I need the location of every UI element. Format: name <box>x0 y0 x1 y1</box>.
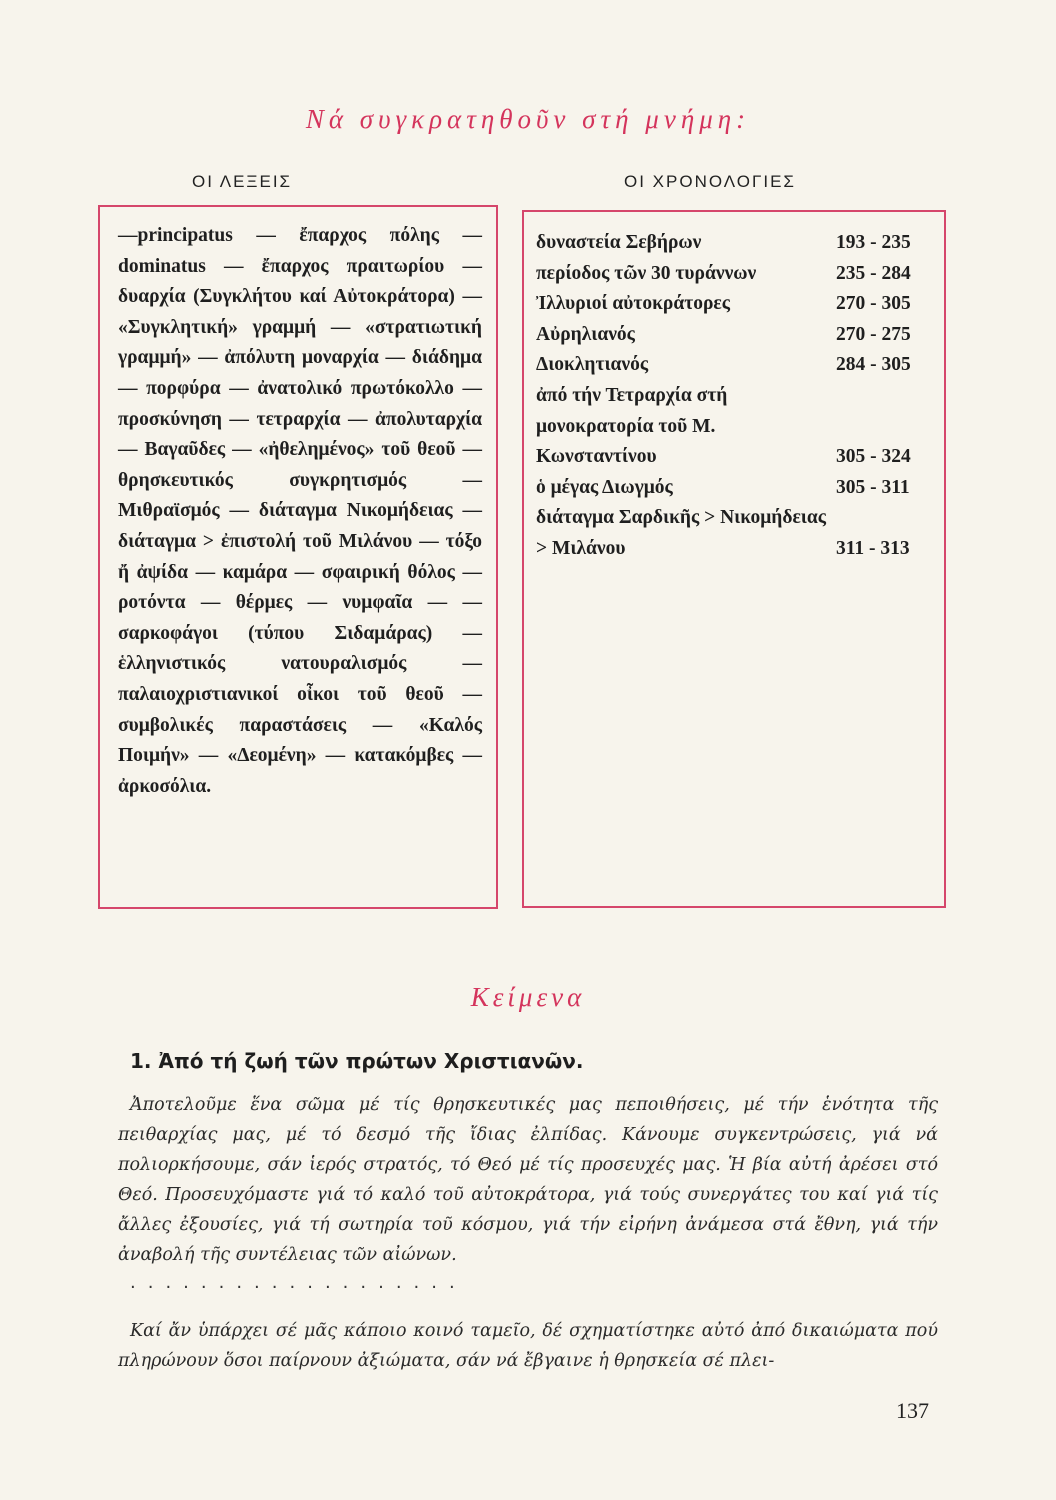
date-years: 193 - 235 <box>836 232 911 253</box>
dates-box <box>522 210 946 908</box>
paragraph-1: Ἀποτελοῦμε ἕνα σῶμα μέ τίς θρησκευτικές μας πεποιθήσεις, μέ τήν ἑνότητα τῆς πειθαρχίας μας, μέ τό δεσμό τῆς ἴδιας ἐλπίδας. Κάνουμε συγκεντρώσεις, γιά νά πολιορκήσουμε, σάν ἱερός στρατός, τό Θεό μέ τίς προσευχές μας. Ἡ βία αὐτή ἀρέσει στό Θεό. Προσευχόμαστε γιά τό καλό τοῦ αὐτοκράτορα, γιά τούς συνεργάτες του καί γιά τίς ἄλλες ἐξουσίες, γιά τή σωτηρία τοῦ κόσμου, γιά τήν εἰρήνη ἀνάμεσα στά ἔθνη, γιά τήν ἀναβολή τῆς συντέλειας τῶν αἰώνων. <box>118 1095 938 1265</box>
page-heading: Νά συγκρατηθοῦν στή μνήμη: <box>305 104 751 134</box>
date-years: 284 - 305 <box>836 354 911 376</box>
date-years: 270 - 275 <box>836 323 911 345</box>
date-years: 270 - 305 <box>836 293 911 315</box>
section-title: Κείμενα <box>470 982 586 1012</box>
page-number: 137 <box>896 1398 929 1423</box>
date-row <box>536 503 934 564</box>
date-row <box>536 259 934 290</box>
words-list: —principatus — ἔπαρχος πόλης — dominatus — ἔπαρχος πραιτωρίου — δυαρχία (Συγκλήτου καί Αὐτοκράτορα) — «Συγκλητική» γραμμή — «στρατιωτική γραμμή» — ἀπόλυτη μοναρχία — διάδημα — πορφύρα — ἀνατολικό πρωτόκολλο — προσκύνηση — τετραρχία — ἀπολυταρχία — Βαγαῦδες — «ἠθελημένος» τοῦ θεοῦ — θρησκευτικός συγκρητισμός — Μιθραϊσμός — διάταγμα Νικομήδειας — διάταγμα > ἐπιστολή τοῦ Μιλάνου — τόξο ἤ ἀψίδα — καμάρα — σφαιρική θόλος — ροτόντα — θέρμες — νυμφαῖα — — σαρκοφάγοι (τύπου Σιδαμάρας) — ἑλληνιστικός νατουραλισμός — παλαιοχριστιανικοί οἶκοι τοῦ θεοῦ — συμβολικές παραστάσεις — «Καλός Ποιμήν» — «Δεομένη» — κατακόμβες — ἀρκοσόλια. <box>118 225 482 797</box>
date-row <box>536 350 934 381</box>
date-years: 311 - 313 <box>836 537 910 559</box>
paragraph-2: Καί ἄν ὑπάρχει σέ μᾶς κάποιο κοινό ταμεῖο, δέ σχηματίστηκε αὐτό ἀπό δικαιώματα πού πληρώνουν ὅσοι παίρνουν ἀξιώματα, σάν νά ἔβγαινε ἡ θρησκεία σέ πλει- <box>118 1321 938 1371</box>
date-event: περίοδος τῶν 30 τυράννων <box>536 262 757 284</box>
date-event: δυναστεία Σεβήρων <box>536 232 702 253</box>
dates-column-label: ΟΙ ΧΡΟΝΟΛΟΓΙΕΣ <box>624 172 796 191</box>
text-subtitle: 1. Ἀπό τή ζωή τῶν πρώτων Χριστιανῶν. <box>130 1049 584 1073</box>
date-event: Ἰλλυριοί αὐτοκράτορες <box>536 293 730 315</box>
dates-list <box>536 228 934 565</box>
date-event: ὁ μέγας Διωγμός <box>536 476 673 498</box>
date-event: Διοκλητιανός <box>536 354 649 376</box>
date-row <box>536 228 934 259</box>
date-row <box>536 381 934 473</box>
ellipsis-separator: ................... <box>130 1272 467 1293</box>
date-event: διάταγμα Σαρδικῆς > Νικομήδειας > Μιλάνου <box>536 507 826 559</box>
date-event: ἀπό τήν Τετραρχία στή μονοκρατορία τοῦ Μ. Κωνσταντίνου <box>536 384 728 468</box>
date-row <box>536 320 934 351</box>
date-years: 235 - 284 <box>836 262 911 284</box>
date-years: 305 - 324 <box>836 446 911 468</box>
date-event: Αὐρηλιανός <box>536 323 635 345</box>
words-box <box>98 205 498 909</box>
date-years: 305 - 311 <box>836 476 910 498</box>
date-row <box>536 473 934 504</box>
date-row <box>536 289 934 320</box>
words-column-label: ΟΙ ΛΕΞΕΙΣ <box>192 172 293 191</box>
